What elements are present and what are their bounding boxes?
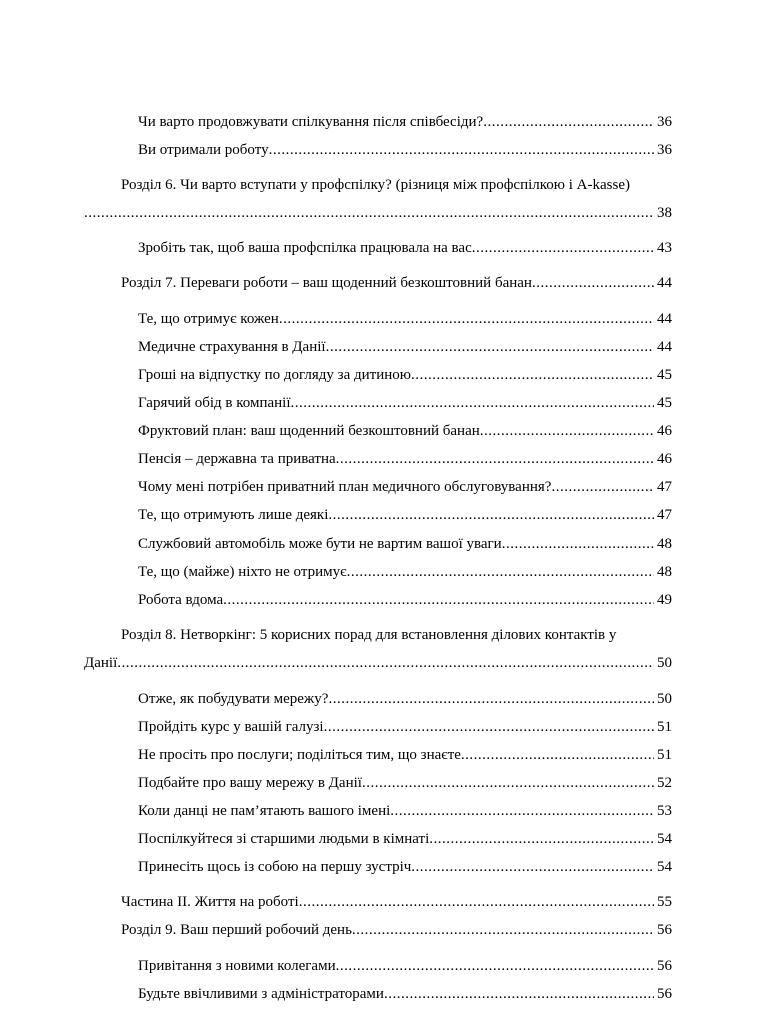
toc-entry[interactable]	[138, 505, 672, 525]
toc-entry[interactable]	[138, 238, 672, 258]
toc-entry[interactable]	[138, 365, 672, 385]
toc-page-number: 44	[657, 275, 672, 291]
toc-page-number: 43	[657, 240, 672, 256]
toc-page-number: 56	[657, 986, 672, 1002]
toc-leader-dots	[291, 393, 655, 413]
toc-entry-title: Поспілкуйтеся зі старшими людьми в кімнаті	[138, 831, 430, 847]
toc-entry-title: Службовий автомобіль може бути не вартим вашої уваги	[138, 536, 502, 552]
toc-leader-dots	[326, 337, 654, 357]
toc-page-number: 51	[657, 747, 672, 763]
toc-entry-title: Робота вдома	[138, 592, 224, 608]
toc-leader-dots	[411, 365, 654, 385]
toc-chapter-heading[interactable]	[121, 625, 672, 645]
toc-entry-title: Будьте ввічливими з адміністраторами	[138, 986, 384, 1002]
toc-entry[interactable]	[138, 717, 672, 737]
toc-page-number: 51	[657, 719, 672, 735]
toc-leader-dots	[472, 238, 654, 258]
toc-entry-title: Привітання з новими колегами	[138, 958, 336, 974]
toc-entry-title: Зробіть так, щоб ваша профспілка працювала на вас	[138, 240, 472, 256]
toc-entry-title: Те, що отримує кожен	[138, 311, 279, 327]
toc-entry-title: Гарячий обід в компанії	[138, 395, 291, 411]
toc-leader-dots	[299, 892, 654, 912]
toc-entry-title: Розділ 9. Ваш перший робочий день	[121, 922, 352, 938]
toc-entry-title: Чи варто продовжувати спілкування після співбесіди?	[138, 114, 484, 130]
toc-entry[interactable]	[138, 562, 672, 582]
toc-leader-dots	[324, 717, 654, 737]
toc-leader-dots	[429, 829, 654, 849]
toc-leader-dots	[347, 562, 654, 582]
toc-page-number: 36	[657, 114, 672, 130]
toc-page-number: 48	[657, 564, 672, 580]
toc-page-number: 56	[657, 922, 672, 938]
toc-entry-title: Гроші на відпустку по догляду за дитиною	[138, 367, 411, 383]
toc-entry[interactable]	[138, 112, 672, 132]
toc-leader-dots	[269, 140, 654, 160]
toc-page-number: 38	[657, 205, 672, 221]
toc-entry-title: Отже, як побудувати мережу?	[138, 691, 329, 707]
toc-leader-dots	[411, 857, 654, 877]
toc-page-number: 56	[657, 958, 672, 974]
toc-entry-title: Медичне страхування в Данії	[138, 339, 326, 355]
toc-leader-dots	[336, 956, 654, 976]
toc-entry[interactable]	[138, 829, 672, 849]
toc-leader-dots	[328, 505, 654, 525]
toc-entry-title: Пенсія – державна та приватна	[138, 451, 336, 467]
toc-page-number: 47	[657, 479, 672, 495]
toc-leader-dots	[223, 590, 654, 610]
toc-page-number: 55	[657, 894, 672, 910]
toc-entry[interactable]	[138, 309, 672, 329]
toc-page-number: 50	[657, 691, 672, 707]
toc-entry[interactable]	[138, 857, 672, 877]
toc-leader-dots	[390, 801, 654, 821]
toc-entry-title: Те, що (майже) ніхто не отримує	[138, 564, 347, 580]
toc-leader-dots	[336, 449, 654, 469]
toc-page-number: 52	[657, 775, 672, 791]
toc-entry[interactable]	[138, 477, 672, 497]
toc-chapter-entry[interactable]	[121, 920, 672, 940]
toc-entry[interactable]	[138, 449, 672, 469]
toc-leader-dots	[551, 477, 654, 497]
toc-entry-title: Те, що отримують лише деякі	[138, 507, 329, 523]
toc-part-entry[interactable]	[121, 892, 672, 912]
toc-entry[interactable]	[138, 534, 672, 554]
toc-leader-dots	[480, 421, 654, 441]
toc-chapter-heading[interactable]	[121, 175, 672, 195]
toc-leader-dots	[483, 112, 654, 132]
toc-page-number: 44	[657, 311, 672, 327]
toc-page-number: 53	[657, 803, 672, 819]
toc-leader-dots	[532, 273, 654, 293]
toc-chapter-entry[interactable]	[121, 273, 672, 293]
toc-entry[interactable]	[138, 689, 672, 709]
toc-entry-title: Принесіть щось із собою на першу зустріч	[138, 859, 412, 875]
toc-page-number: 46	[657, 451, 672, 467]
toc-entry-title: Ви отримали роботу	[138, 142, 269, 158]
toc-entry-title: Розділ 6. Чи варто вступати у профспілку? (різниця між профспілкою і A-kasse)	[121, 177, 630, 193]
toc-leader-dots	[84, 203, 654, 223]
toc-leader-dots	[384, 984, 654, 1004]
toc-entry-title: Розділ 7. Переваги роботи – ваш щоденний безкоштовний банан	[121, 275, 532, 291]
toc-entry-title: Пройдіть курс у вашій галузі	[138, 719, 324, 735]
toc-entry-title: Подбайте про вашу мережу в Данії	[138, 775, 362, 791]
toc-leader-dots	[279, 309, 654, 329]
toc-page-number: 46	[657, 423, 672, 439]
toc-page-number: 49	[657, 592, 672, 608]
toc-leader-dots	[502, 534, 654, 554]
toc-leader-dots	[352, 920, 654, 940]
toc-entry-title: Не просіть про послуги; поділіться тим, що знаєте	[138, 747, 461, 763]
toc-page-number: 54	[657, 831, 672, 847]
toc-leader-dots	[328, 689, 654, 709]
toc-page-number: 54	[657, 859, 672, 875]
toc-entry-title: Коли данці не пам’ятають вашого імені	[138, 803, 391, 819]
toc-page-number: 47	[657, 507, 672, 523]
toc-entry-title: Частина II. Життя на роботі	[121, 894, 299, 910]
toc-entry-title: Розділ 8. Нетворкінг: 5 корисних порад для встановлення ділових контактів у	[121, 627, 617, 643]
toc-entry-title: Данії	[84, 655, 118, 671]
toc-entry[interactable]	[138, 140, 672, 160]
toc-page-number: 45	[657, 367, 672, 383]
toc-entry[interactable]	[138, 393, 672, 413]
toc-page-number: 48	[657, 536, 672, 552]
toc-entry[interactable]	[138, 984, 672, 1004]
toc-entry-continuation[interactable]	[84, 203, 672, 223]
toc-entry[interactable]	[138, 421, 672, 441]
toc-entry[interactable]	[138, 337, 672, 357]
toc-page-number: 50	[657, 655, 672, 671]
toc-leader-dots	[117, 653, 654, 673]
toc-entry[interactable]	[138, 590, 672, 610]
toc-entry[interactable]	[138, 956, 672, 976]
toc-leader-dots	[461, 745, 654, 765]
toc-entry-continuation[interactable]	[84, 653, 672, 673]
toc-page-number: 36	[657, 142, 672, 158]
toc-entry[interactable]	[138, 801, 672, 821]
toc-leader-dots	[362, 773, 654, 793]
toc-page-number: 45	[657, 395, 672, 411]
toc-page-number: 44	[657, 339, 672, 355]
toc-entry-title: Фруктовий план: ваш щоденний безкоштовний банан	[138, 423, 480, 439]
toc-entry-title: Чому мені потрібен приватний план медичного обслуговування?	[138, 479, 552, 495]
toc-entry[interactable]	[138, 745, 672, 765]
toc-entry[interactable]	[138, 773, 672, 793]
